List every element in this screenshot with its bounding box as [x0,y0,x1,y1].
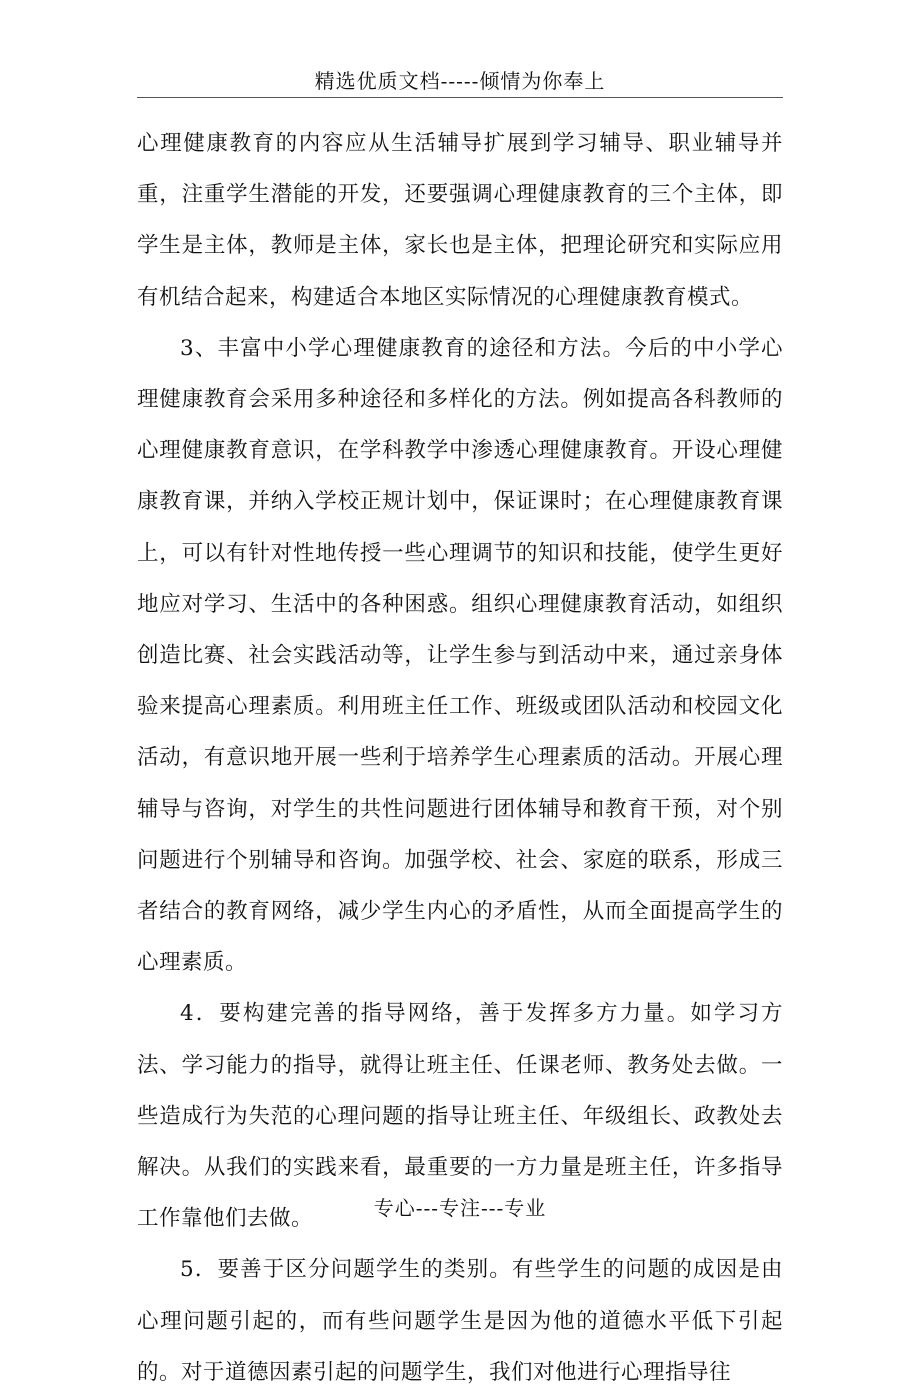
paragraph-item-5: 5．要善于区分问题学生的类别。有些学生的问题的成因是由心理问题引起的，而有些问题学生是因为他的道德水平低下引起的。对于道德因素引起的问题学生，我们对他进行心理指导往 [137,1257,783,1385]
header-divider [137,97,783,98]
paragraph-item-3: 3、丰富中小学心理健康教育的途径和方法。今后的中小学心理健康教育会采用多种途径和多样化的方法。例如提高各科教师的心理健康教育意识，在学科教学中渗透心理健康教育。开设心理健康教育课，并纳入学校正规计划中，保证课时；在心理健康教育课上，可以有针对性地传授一些心理调节的知识和技能，使学生更好地应对学习、生活中的各种困惑。组织心理健康教育活动，如组织创造比赛、社会实践活动等，让学生参与到活动中来，通过亲身体验来提高心理素质。利用班主任工作、班级或团队活动和校园文化活动，有意识地开展一些利于培养学生心理素质的活动。开展心理辅导与咨询，对学生的共性问题进行团体辅导和教育干预，对个别问题进行个别辅导和咨询。加强学校、社会、家庭的联系，形成三者结合的教育网络，减少学生内心的矛盾性，从而全面提高学生的心理素质。 [137,335,783,976]
paragraph-continuation: 心理健康教育的内容应从生活辅导扩展到学习辅导、职业辅导并重，注重学生潜能的开发，还要强调心理健康教育的三个主体，即学生是主体，教师是主体，家长也是主体，把理论研究和实际应用有机结合起来，构建适合本地区实际情况的心理健康教育模式。 [137,131,783,310]
page-footer: 专心---专注---专业 [373,1196,547,1220]
paragraph-item-4: 4．要构建完善的指导网络，善于发挥多方力量。如学习方法、学习能力的指导，就得让班主任、任课老师、教务处去做。一些造成行为失范的心理问题的指导让班主任、年级组长、政教处去解决。从我们的实践来看，最重要的一方力量是班主任，许多指导工作靠他们去做。 [137,1001,783,1232]
page-header: 精选优质文档-----倾情为你奉上 [314,69,606,93]
